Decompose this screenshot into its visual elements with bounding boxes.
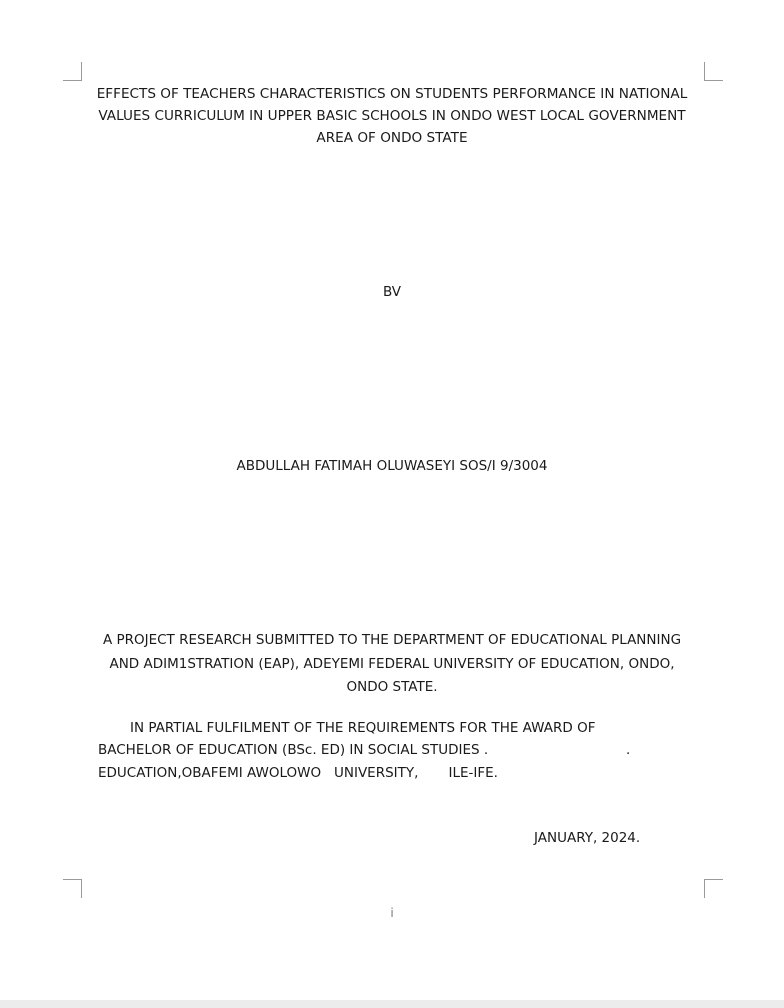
page-number: i <box>390 906 394 920</box>
date-line: JANUARY, 2024. <box>534 830 641 846</box>
viewer-background-strip <box>0 1000 784 1008</box>
crop-mark-top-right <box>704 62 723 81</box>
author-line: ABDULLAH FATIMAH OLUWASEYI SOS/I 9/3004 <box>236 458 548 474</box>
crop-mark-bottom-left <box>63 879 82 898</box>
submission-line-2: AND ADIM1STRATION (EAP), ADEYEMI FEDERAL UNIVERSITY OF EDUCATION, ONDO, <box>109 656 675 672</box>
submission-line-3: ONDO STATE. <box>346 679 438 695</box>
by-label: BV <box>382 284 402 300</box>
title-line-3: AREA OF ONDO STATE <box>316 130 468 146</box>
title-line-2: VALUES CURRICULUM IN UPPER BASIC SCHOOLS IN ONDO WEST LOCAL GOVERNMENT <box>98 108 686 124</box>
submission-line-1: A PROJECT RESEARCH SUBMITTED TO THE DEPARTMENT OF EDUCATIONAL PLANNING <box>102 632 682 648</box>
fulfilment-line-2-trailing-dot: . <box>626 742 631 758</box>
fulfilment-line-1: IN PARTIAL FULFILMENT OF THE REQUIREMENTS FOR THE AWARD OF <box>130 720 596 736</box>
crop-mark-bottom-right <box>704 879 723 898</box>
title-line-1: EFFECTS OF TEACHERS CHARACTERISTICS ON STUDENTS PERFORMANCE IN NATIONAL <box>96 86 688 102</box>
fulfilment-line-2: BACHELOR OF EDUCATION (BSc. ED) IN SOCIAL STUDIES . <box>98 742 489 758</box>
fulfilment-line-3: EDUCATION,OBAFEMI AWOLOWO UNIVERSITY, ILE-IFE. <box>98 765 498 781</box>
crop-mark-top-left <box>63 62 82 81</box>
